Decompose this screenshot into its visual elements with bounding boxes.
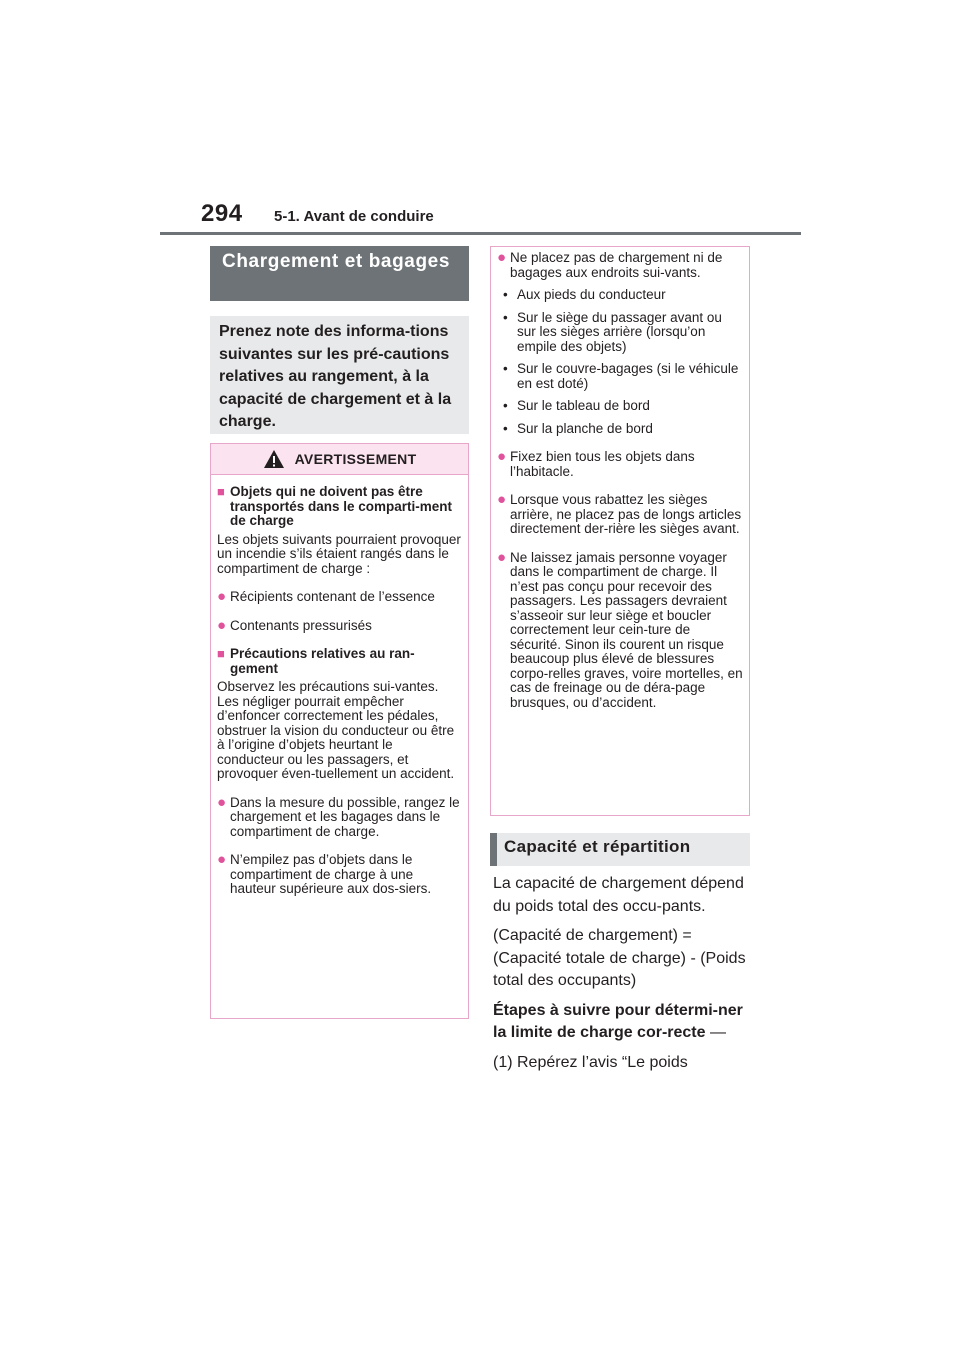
steps-heading-text: Étapes à suivre pour détermi-ner la limite de charge cor-recte	[493, 1001, 743, 1041]
dot-bullet-icon: ●	[497, 548, 507, 566]
warning-heading	[217, 485, 462, 529]
intro-text: Prenez note des informa-tions suivantes sur les pré-cautions relatives au rangement, à la capacité de chargement et à la charge.	[210, 316, 469, 434]
list-item-text: N’empilez pas d’objets dans le compartiment de charge à une hauteur supérieure aux dos-siers.	[230, 852, 432, 896]
sub-list-item	[497, 288, 743, 303]
dot-bullet-icon: ●	[217, 851, 227, 868]
body-paragraph: (Capacité de chargement) = (Capacité totale de charge) - (Poids total des occupants)	[493, 927, 746, 989]
sub-list-item-text: Sur le tableau de bord	[517, 398, 650, 413]
sub-list-item	[497, 422, 743, 437]
list-item-text: Contenants pressurisés	[230, 617, 372, 633]
warning-heading-text: Objets qui ne doivent pas être transportés dans le comparti-ment de charge	[230, 484, 453, 528]
sub-list-item-text: Sur le couvre-bagages (si le véhicule en est doté)	[517, 361, 739, 391]
warning-paragraph: Les objets suivants pourraient provoquer un incendie s’ils étaient rangés dans le compartiment de charge :	[217, 531, 461, 576]
em-dash: —	[709, 1024, 726, 1041]
list-item	[217, 853, 462, 897]
warning-body	[211, 475, 468, 897]
warning-paragraph: Observez les précautions sui-vantes. Les négliger pourrait empêcher d’enfoncer correctement les pédales, obstruer la vision du conducteur ou être à l’origine d’objets heurtant le conducteur ou les passagers, et provoquer éven-tuellement un accident.	[217, 679, 455, 781]
warning-heading	[217, 647, 462, 676]
capacity-body	[493, 873, 753, 1081]
list-item-text: Fixez bien tous les objets dans l’habitacle.	[510, 449, 695, 479]
list-item-text: Dans la mesure du possible, rangez le chargement et les bagages dans le compartiment de charge.	[230, 794, 460, 839]
header-rule	[160, 232, 801, 235]
dot-bullet-icon: ●	[497, 249, 507, 266]
dot-bullet-icon: ●	[217, 616, 227, 634]
chapter-title: Chargement et bagages	[210, 246, 469, 301]
square-bullet-icon: ■	[217, 646, 225, 661]
capacity-heading: Capacité et répartition	[490, 833, 750, 866]
list-item	[217, 793, 462, 840]
list-item-text: Lorsque vous rabattez les sièges arrière, ne placez pas de longs articles directement der-rière les sièges avant.	[510, 492, 742, 536]
body-paragraph: (1) Repérez l’avis “Le poids	[493, 1053, 688, 1071]
body-paragraph: La capacité de chargement dépend du poids total des occu-pants.	[493, 875, 744, 915]
dot-bullet-icon: ●	[217, 588, 227, 605]
list-item-text: Ne laissez jamais personne voyager dans le compartiment de charge. Il n’est pas conçu pour recevoir des passagers. Les passagers devraient s’asseoir sur leur siège et boucler correctement leur cein-ture de sécurité. Sinon ils courent un risque beaucoup plus élevé de blessures corpo-relles graves, voire mortelles, en cas de freinage ou de déra-page brusques, ou d’accident.	[510, 549, 743, 710]
page-number: 294	[201, 200, 243, 227]
square-bullet-icon: ■	[217, 484, 225, 499]
dot-bullet-icon: ●	[497, 491, 507, 508]
list-item	[497, 251, 743, 280]
warning-icon	[263, 449, 285, 469]
sub-list-item	[497, 399, 743, 414]
list-item	[497, 450, 743, 479]
bullet-icon: •	[503, 287, 508, 302]
list-item	[497, 493, 743, 537]
bullet-icon: •	[503, 309, 508, 325]
sub-list-item-text: Sur la planche de bord	[517, 420, 653, 436]
warning-label: AVERTISSEMENT	[294, 451, 417, 467]
bullet-icon: •	[503, 361, 508, 376]
warning-box	[210, 443, 469, 1019]
section-title: 5-1. Avant de conduire	[274, 208, 434, 225]
list-item	[497, 548, 743, 711]
list-item-text: Ne placez pas de chargement ni de bagages aux endroits sui-vants.	[510, 250, 723, 280]
bullet-icon: •	[503, 420, 508, 436]
steps-heading	[493, 1000, 753, 1045]
warning-continuation-box	[490, 246, 750, 816]
sub-list-item	[497, 311, 743, 355]
dot-bullet-icon: ●	[217, 793, 227, 811]
list-item-text: Récipients contenant de l’essence	[230, 589, 435, 604]
bullet-icon: •	[503, 398, 508, 413]
list-item	[217, 616, 462, 634]
warning-heading-text: Précautions relatives au ran-gement	[230, 646, 415, 676]
warning-header	[211, 444, 468, 475]
sub-list-item-text: Aux pieds du conducteur	[517, 287, 666, 302]
list-item	[217, 590, 462, 605]
sub-list-item-text: Sur le siège du passager avant ou sur les sièges arrière (lorsqu’on empile des objets)	[517, 309, 722, 354]
dot-bullet-icon: ●	[497, 448, 507, 465]
sub-list-item	[497, 362, 743, 391]
